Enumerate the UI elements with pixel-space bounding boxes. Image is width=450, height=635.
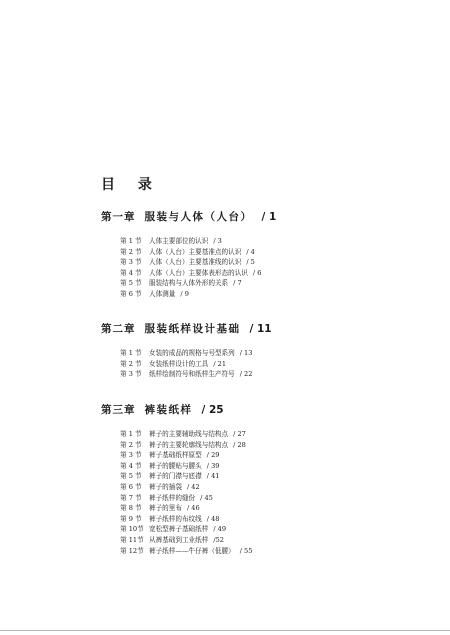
section-title: 人体（人台）主要体表形态的认识: [149, 268, 248, 277]
page-bottom-edge: [0, 630, 450, 631]
section-label: 第 9 节: [120, 514, 142, 523]
section-page: / 48: [206, 514, 220, 523]
section-entry[interactable]: [120, 257, 261, 268]
section-entry[interactable]: [120, 289, 261, 300]
chapter-page: / 11: [249, 323, 272, 335]
section-label: 第 2 节: [120, 440, 142, 449]
section-entry[interactable]: [120, 369, 252, 380]
section-page: / 13: [239, 349, 253, 357]
section-title: 裤子的插袋: [149, 482, 182, 491]
section-title: 纸样绘制符号和纸样生产符号: [149, 370, 235, 379]
section-page: / 21: [213, 359, 227, 368]
section-entry[interactable]: [120, 359, 252, 370]
section-entry[interactable]: [120, 546, 252, 557]
section-page: / 55: [239, 546, 253, 555]
chapter-title: 服装与人体（人台）: [144, 211, 253, 223]
section-page: / 42: [186, 482, 200, 491]
chapter-heading[interactable]: [101, 321, 272, 336]
section-label: 第 1 节: [120, 237, 142, 245]
section-label: 第 12节: [120, 546, 144, 555]
section-entry[interactable]: [120, 482, 252, 493]
section-title: 裤子的主要轮廓线与结构点: [149, 440, 229, 449]
section-title: 裤子纸样——牛仔裤（低腰）: [149, 546, 235, 555]
section-label: 第 3 节: [120, 451, 142, 460]
chapter-title: 裤装纸样: [144, 404, 193, 416]
section-label: 第 1 节: [120, 430, 142, 438]
section-page: / 4: [246, 247, 255, 256]
section-label: 第 6 节: [120, 289, 142, 298]
section-page: / 7: [233, 279, 242, 288]
section-title: 宽松型裤子基础纸样: [149, 525, 209, 534]
chapter-page: / 1: [261, 211, 277, 223]
section-entry[interactable]: [120, 493, 252, 504]
section-label: 第 8 节: [120, 504, 142, 513]
section-entry[interactable]: [120, 514, 252, 525]
section-title: 裤子的门襟与底襟: [149, 472, 202, 481]
section-entry[interactable]: [120, 535, 252, 546]
section-label: 第 11节: [120, 535, 144, 544]
section-page: / 3: [213, 237, 222, 245]
chapter-label: 第二章: [101, 323, 136, 335]
page-title: 目 录: [101, 177, 161, 193]
section-label: 第 2 节: [120, 247, 142, 256]
section-label: 第 1 节: [120, 349, 142, 357]
section-entry[interactable]: [120, 503, 252, 514]
section-label: 第 4 节: [120, 268, 142, 277]
section-entry[interactable]: [120, 429, 252, 440]
section-title: 女装纸样设计的工具: [149, 359, 209, 368]
section-title: 人体（人台）主要基准线的认识: [149, 258, 242, 267]
section-list: [120, 348, 252, 380]
section-page: / 41: [206, 472, 220, 481]
section-list: [120, 236, 261, 300]
section-page: / 6: [252, 268, 262, 277]
section-page: / 22: [239, 370, 253, 379]
section-page: / 9: [180, 289, 189, 298]
section-entry[interactable]: [120, 247, 261, 258]
chapter-label: 第三章: [101, 404, 136, 416]
section-title: 裤子的里布: [149, 504, 182, 513]
section-entry[interactable]: [120, 471, 252, 482]
section-title: 裤子纸样的缝份: [149, 493, 196, 502]
section-label: 第 3 节: [120, 370, 142, 379]
section-label: 第 4 节: [120, 461, 142, 470]
section-page: / 29: [206, 451, 220, 460]
section-title: 裤子基础纸样原型: [149, 451, 202, 460]
section-title: 裤子的腰贴与腰头: [149, 461, 202, 470]
section-entry[interactable]: [120, 524, 252, 535]
section-title: 裤子的主要辅助线与结构点: [149, 430, 229, 438]
section-page: / 39: [206, 461, 220, 470]
section-label: 第 6 节: [120, 482, 142, 491]
section-label: 第 2 节: [120, 359, 142, 368]
section-title: 服装结构与人体外形的关系: [149, 279, 229, 288]
section-title: 人体测量: [149, 289, 176, 298]
section-entry[interactable]: [120, 278, 261, 289]
section-entry[interactable]: [120, 461, 252, 472]
section-title: 从裤基础到工业纸样: [149, 535, 209, 544]
section-page: / 45: [200, 493, 213, 502]
chapter-page: / 25: [201, 404, 224, 416]
section-entry[interactable]: [120, 268, 261, 279]
section-entry[interactable]: [120, 440, 252, 451]
chapter-heading[interactable]: [101, 209, 276, 224]
section-entry[interactable]: [120, 450, 252, 461]
section-page: / 27: [233, 430, 246, 438]
section-title: 裤子纸样的布纹线: [149, 514, 202, 523]
section-list: [120, 429, 252, 556]
section-label: 第 10节: [120, 525, 144, 534]
section-title: 人体主要部位的认识: [149, 237, 209, 245]
section-page: / 46: [186, 504, 200, 513]
section-page: / 28: [233, 440, 246, 449]
section-entry[interactable]: [120, 236, 261, 247]
section-label: 第 5 节: [120, 279, 142, 288]
section-page: /52: [213, 535, 224, 544]
section-label: 第 5 节: [120, 472, 142, 481]
section-page: / 5: [246, 258, 255, 267]
section-title: 女装的成品的规格与号型系列: [149, 349, 235, 357]
chapter-heading[interactable]: [101, 402, 224, 417]
section-page: / 49: [213, 525, 227, 534]
section-entry[interactable]: [120, 348, 252, 359]
chapter-label: 第一章: [101, 211, 136, 223]
section-label: 第 3 节: [120, 258, 142, 267]
section-label: 第 7 节: [120, 493, 142, 502]
section-title: 人体（人台）主要基准点的认识: [149, 247, 242, 256]
chapter-title: 服装纸样设计基础: [144, 323, 241, 335]
